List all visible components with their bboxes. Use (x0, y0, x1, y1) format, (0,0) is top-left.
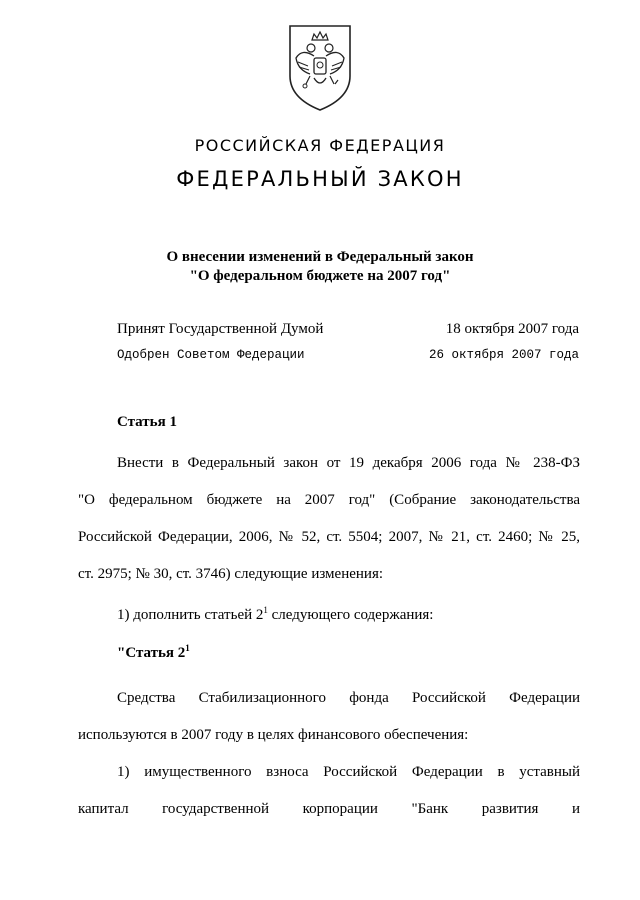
law-title (0, 248, 640, 286)
law-title-line-1: О внесении изменений в Федеральный закон (166, 249, 474, 265)
inserted-article-heading-text: "Статья 2 (117, 645, 186, 661)
law-title-line-2: "О федеральном бюджете на 2007 год" (189, 268, 451, 284)
inserted-article-line-4: капитал государственной корпорации "Банк развития и (78, 801, 580, 817)
amendment-1-text (117, 603, 433, 627)
article-1-line-3: Российской Федерации, 2006, № 52, ст. 5504; 2007, № 21, ст. 2460; № 25, (78, 529, 580, 545)
amendment-1-main: 1) дополнить статьей 2 (117, 607, 264, 623)
article-1-line-1: Внести в Федеральный закон от 19 декабря 2006 года № 238-ФЗ (117, 455, 580, 471)
article-1-body (78, 445, 580, 593)
document-type-heading: ФЕДЕРАЛЬНЫЙ ЗАКОН (176, 167, 464, 191)
country-heading: РОССИЙСКАЯ ФЕДЕРАЦИЯ (194, 136, 446, 155)
duma-adoption-label: Принят Государственной Думой (117, 321, 324, 337)
amendment-1-tail: следующего содержания: (267, 607, 434, 623)
council-approval-label: Одобрен Советом Федерации (117, 348, 305, 362)
council-approval-date: 26 октября 2007 года (428, 348, 579, 362)
inserted-article-heading-superscript: 1 (185, 643, 190, 653)
article-1-heading: Статья 1 (117, 414, 177, 430)
inserted-article-body (78, 680, 580, 828)
duma-adoption-date: 18 октября 2007 года (445, 321, 579, 337)
article-1-line-4: ст. 2975; № 30, ст. 3746) следующие изменения: (78, 566, 384, 582)
inserted-article-line-1: Средства Стабилизационного фонда Российской Федерации (117, 690, 580, 706)
russian-coat-of-arms-icon (284, 22, 356, 114)
inserted-article-heading (117, 639, 190, 667)
article-1-line-2: "О федеральном бюджете на 2007 год" (Собрание законодательства (78, 492, 580, 508)
inserted-article-line-2: используются в 2007 году в целях финансового обеспечения: (78, 727, 469, 743)
amendment-1-superscript: 1 (263, 605, 268, 615)
inserted-article-line-3: 1) имущественного взноса Российской Федерации в уставный (117, 764, 580, 780)
